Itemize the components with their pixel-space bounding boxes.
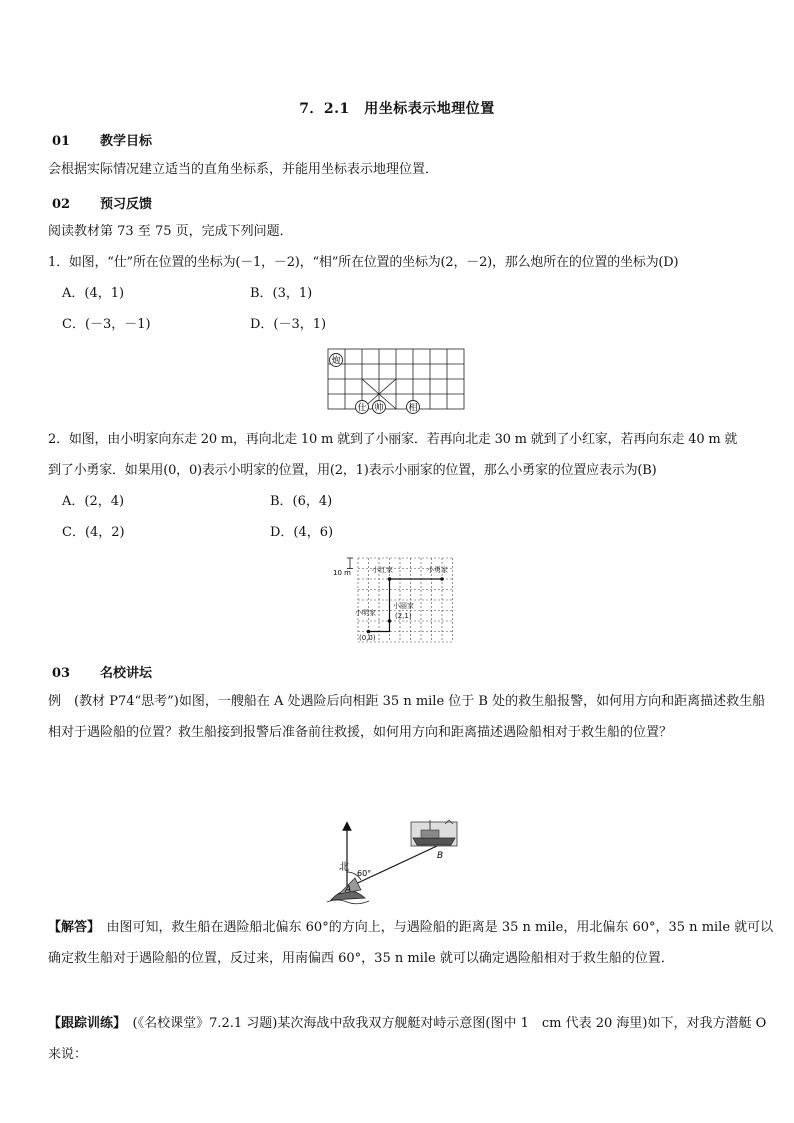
point-yong xyxy=(440,577,444,581)
section-label: 预习反馈 xyxy=(100,197,153,212)
section-number: 02 xyxy=(52,197,71,212)
map-grid-figure xyxy=(330,552,470,648)
answer-block xyxy=(48,912,778,974)
goal-text: 会根据实际情况建立适当的直角坐标系，并能用坐标表示地理位置． xyxy=(48,162,439,177)
q2-option-d: D．(4，6) xyxy=(270,525,334,540)
section-preview xyxy=(52,193,152,212)
q1-option-a: A．(4，1) xyxy=(62,286,125,301)
follow-block xyxy=(48,1008,778,1070)
intro-text: 阅读教材第 73 至 75 页，完成下列问题． xyxy=(48,224,293,239)
q2-stem-line1: 2．如图，由小明家向东走 20 m，再向北走 10 m 就到了小丽家．若再向北走 30 m 就到了小红家，若再向东走 40 m 就 xyxy=(48,432,738,447)
section-number: 01 xyxy=(52,134,71,149)
svg-text:炮: 炮 xyxy=(331,356,341,367)
point-b-label: B xyxy=(437,851,444,861)
piece-xiang xyxy=(407,401,420,414)
chess-board-figure xyxy=(322,345,470,417)
section-number: 03 xyxy=(52,666,71,681)
point-hong xyxy=(388,577,392,581)
section-label: 名校讲坛 xyxy=(100,666,153,681)
piece-shuai xyxy=(373,401,386,414)
point-li xyxy=(388,619,392,623)
scale-label: 10 m xyxy=(333,569,351,577)
svg-text:仕: 仕 xyxy=(357,403,367,414)
follow-label: 【跟踪训练】 xyxy=(48,1016,120,1031)
q1-option-c: C．(－3，－1) xyxy=(62,317,151,332)
point-ming xyxy=(367,630,371,634)
label-li-coord: (2,1) xyxy=(395,612,412,620)
section-lecture xyxy=(52,662,152,681)
label-ming: 小明家 xyxy=(355,609,376,617)
point-a-label: A xyxy=(345,885,352,895)
q2-stem-line2: 到了小勇家．如果用(0，0)表示小明家的位置，用(2，1)表示小丽家的位置，那么小勇家的位置应表示为(B) xyxy=(48,463,657,478)
q1-stem: 1．如图，“仕”所在位置的坐标为(－1，－2)，“相”所在位置的坐标为(2，－2)，那么炮所在的位置的坐标为(D) xyxy=(48,255,679,270)
example-text: 例 (教材 P74“思考”)如图，一艘船在 A 处遇险后向相距 35 n mile 位于 B 处的救生船报警，如何用方向和距离描述救生船相对于遇险船的位置？救生船接到报警后准备前往救援，如何用方向和距离描述遇险船相对于救生船的位置？ xyxy=(48,694,766,740)
label-li: 小丽家 xyxy=(393,602,414,610)
piece-shi xyxy=(356,401,369,414)
q2-option-a: A．(2，4) xyxy=(62,494,125,509)
answer-text: 由图可知，救生船在遇险船北偏东 60°的方向上，与遇险船的距离是 35 n mile，用北偏东 60°，35 n mile 就可以确定救生船对于遇险船的位置，反过来，用南偏西 60°，35 n mile 就可以确定遇险船相对于救生船的位置． xyxy=(48,920,774,966)
q2-option-c: C．(4，2) xyxy=(62,525,125,540)
svg-text:帅: 帅 xyxy=(374,403,384,414)
q2-option-b: B．(6，4) xyxy=(270,494,333,509)
follow-text: (《名校课堂》7.2.1 习题)某次海战中敌我双方舰艇对峙示意图(图中 1 cm 代表 20 海里)如下，对我方潜艇 O 来说： xyxy=(48,1016,767,1062)
label-yong: 小勇家 xyxy=(427,566,448,574)
angle-label: 60° xyxy=(357,869,372,878)
ship-rescue-figure xyxy=(325,812,480,907)
ship-b-icon xyxy=(411,820,457,846)
q1-option-b: B．(3，1) xyxy=(250,286,313,301)
section-goals xyxy=(52,130,152,149)
answer-label: 【解答】 xyxy=(48,920,94,935)
section-label: 教学目标 xyxy=(100,134,153,149)
label-origin: (0,0) xyxy=(359,634,376,642)
q1-option-d: D．(－3，1) xyxy=(250,317,327,332)
piece-pao xyxy=(330,354,343,367)
bearing-line xyxy=(347,846,437,888)
svg-text:相: 相 xyxy=(408,403,418,414)
page-title: 7．2.1 用坐标表示地理位置 xyxy=(299,101,495,117)
label-hong: 小红家 xyxy=(372,566,393,574)
north-label: 北 xyxy=(339,862,349,873)
